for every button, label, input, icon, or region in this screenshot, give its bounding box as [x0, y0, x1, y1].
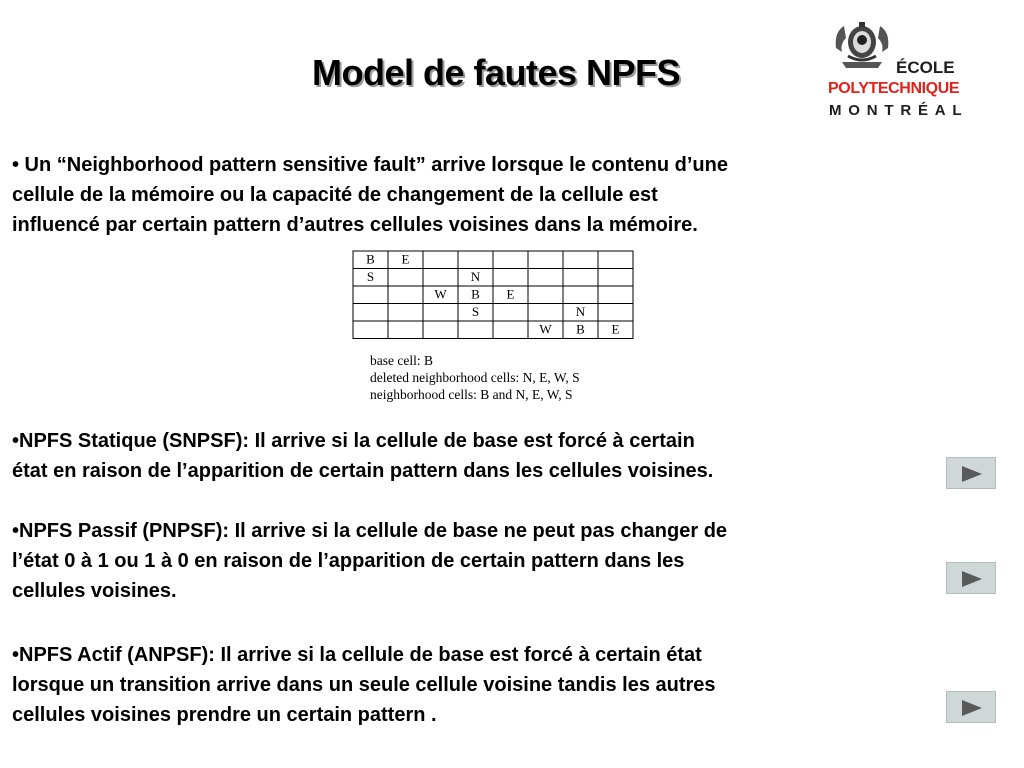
paragraph-npfs-definition	[12, 150, 1012, 240]
text-line: •NPFS Statique (SNPSF): Il arrive si la cellule de base est forcé à certain	[12, 430, 695, 452]
legend-line: neighborhood cells: B and N, E, W, S	[370, 387, 573, 402]
text-line: • Un “Neighborhood pattern sensitive fault” arrive lorsque le contenu d’une	[12, 154, 728, 176]
grid-cell-label: S	[471, 304, 480, 319]
play-arrow-icon	[961, 699, 983, 717]
text-line: •NPFS Passif (PNPSF): Il arrive si la cellule de base ne peut pas changer de	[12, 520, 728, 542]
text-line: lorsque un transition arrive dans un seule cellule voisine tandis les autres	[12, 674, 716, 696]
play-passif-button[interactable]	[946, 562, 996, 594]
text-line: influencé par certain pattern d’autres cellules voisines dans la mémoire.	[12, 214, 698, 236]
grid-cell-label: W	[434, 286, 447, 302]
grid-cell-label: B	[366, 251, 375, 267]
grid-cell-label: E	[506, 286, 515, 302]
diagram-legend	[370, 352, 580, 403]
play-statique-button[interactable]	[946, 457, 996, 489]
grid-cell-label: N	[575, 304, 586, 319]
text-line: cellules voisines.	[12, 580, 177, 602]
slide-title: Model de fautes NPFS	[311, 52, 681, 93]
paragraph-npfs-actif	[12, 640, 1012, 730]
paragraph-npfs-statique	[12, 426, 1012, 486]
logo-montreal-text: MONTRÉAL	[829, 102, 969, 119]
grid-cell-label: B	[471, 286, 480, 302]
text-line: l’état 0 à 1 ou 1 à 0 en raison de l’apparition de certain pattern dans les	[12, 550, 685, 572]
grid-cell-label: E	[401, 251, 410, 267]
grid-cell-label: S	[366, 269, 375, 284]
legend-line: base cell: B	[370, 353, 433, 368]
crest-icon	[832, 18, 892, 76]
text-line: •NPFS Actif (ANPSF): Il arrive si la cellule de base est forcé à certain état	[12, 644, 702, 666]
grid-cell-label: E	[611, 321, 620, 337]
paragraph-npfs-passif	[12, 516, 1012, 606]
logo-polytechnique-text: POLYTECHNIQUE	[828, 80, 960, 97]
text-line: état en raison de l’apparition de certain pattern dans les cellules voisines.	[12, 460, 714, 482]
school-logo	[826, 18, 1006, 126]
logo-ecole-text: ÉCOLE	[896, 58, 955, 77]
play-actif-button[interactable]	[946, 691, 996, 723]
legend-line: deleted neighborhood cells: N, E, W, S	[370, 370, 580, 385]
text-line: cellules voisines prendre un certain pattern .	[12, 704, 437, 726]
neighborhood-grid	[350, 250, 640, 342]
play-arrow-icon	[961, 570, 983, 588]
grid-cell-label: B	[576, 321, 585, 337]
grid-cell-label: N	[470, 269, 481, 284]
play-arrow-icon	[961, 465, 983, 483]
text-line: cellule de la mémoire ou la capacité de changement de la cellule est	[12, 184, 658, 206]
grid-cell-label: W	[539, 321, 552, 337]
